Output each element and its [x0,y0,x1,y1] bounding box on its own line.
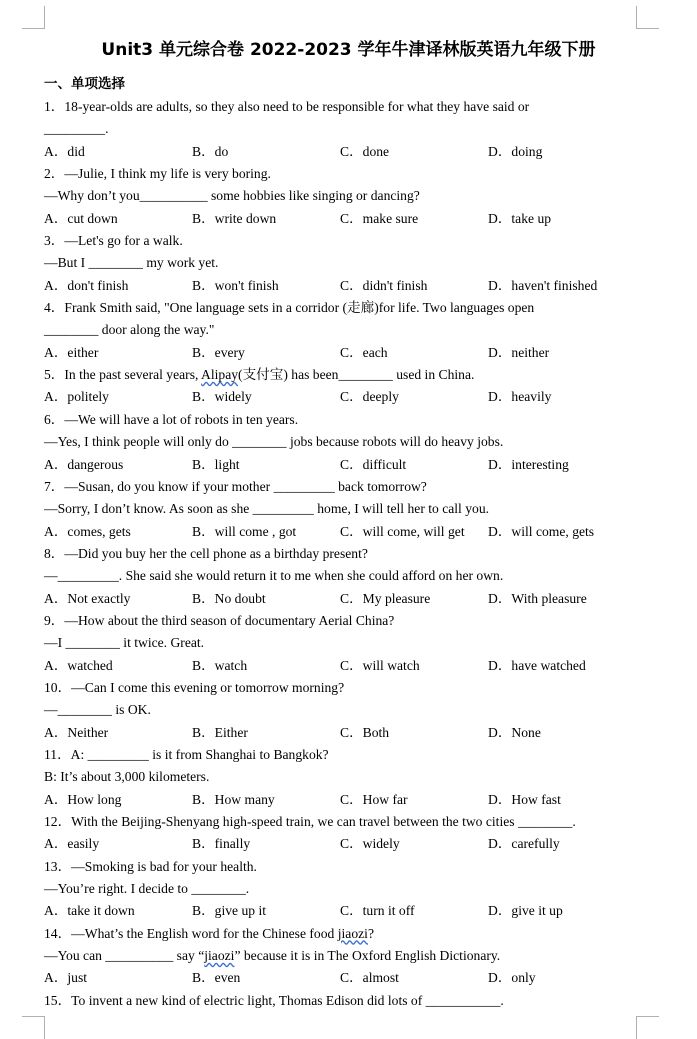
option-d: D．only [488,970,536,986]
options-row [44,208,644,230]
option-c: C．will watch [340,657,420,673]
options-row [44,588,644,610]
options-row [44,900,644,922]
option-b: B．even [192,970,241,986]
text-segment: (支付宝) has been________ used in China. [238,367,475,383]
option-b: B．won't finish [192,277,279,293]
options-row [44,521,644,543]
option-c: C．difficult [340,456,407,472]
question-text: 10．—Can I come this evening or tomorrow morning? [44,679,345,695]
question-text: 4．Frank Smith said, "One language sets in a corridor (走廊)for life. Two languages open [44,300,535,316]
crop-mark-bottom-left [22,1016,45,1039]
question-text: —Yes, I think people will only do ________ jobs because robots will do heavy jobs. [44,434,504,450]
question-13 [44,856,644,923]
question-text: —_________. She said she would return it to me when she could afford on her own. [44,568,504,584]
option-d: D．doing [488,143,543,159]
option-b: B．give up it [192,903,267,919]
question-text: —You’re right. I decide to ________. [44,881,250,897]
option-d: D．have watched [488,657,586,673]
option-d: D．None [488,724,541,740]
question-text [44,364,644,386]
option-a: A．take it down [44,903,135,919]
option-c: C．widely [340,836,400,852]
section-heading: 一、单项选择 [44,76,125,92]
option-a: A．cut down [44,210,118,226]
question-1 [44,96,644,163]
option-d: D．interesting [488,456,569,472]
question-text: ________ door along the way." [44,322,215,338]
option-a: A．just [44,970,88,986]
question-list [44,96,644,1012]
option-d: D．heavily [488,389,552,405]
question-text: —________ is OK. [44,702,151,718]
option-a: A．Not exactly [44,590,131,606]
option-b: B．write down [192,210,277,226]
question-text: 8．—Did you buy her the cell phone as a birthday present? [44,545,368,561]
options-row [44,722,644,744]
question-text: 1．18-year-olds are adults, so they also need to be responsible for what they have said or [44,99,530,114]
option-a: A．Neither [44,724,109,740]
spellcheck-word: jiaozi [337,925,368,941]
option-c: C．deeply [340,389,399,405]
option-a: A．easily [44,836,100,852]
question-text: —Sorry, I don’t know. As soon as she _________ home, I will tell her to call you. [44,501,490,517]
question-15 [44,990,644,1012]
option-b: B．will come , got [192,523,297,539]
option-c: C．turn it off [340,903,415,919]
option-d: D．take up [488,210,552,226]
text-segment: 5．In the past several years, [44,367,202,383]
option-a: A．watched [44,657,113,673]
option-d: D．With pleasure [488,590,587,606]
question-text: —But I ________ my work yet. [44,255,219,271]
option-c: C．Both [340,724,390,740]
option-a: A．How long [44,791,122,807]
question-6 [44,409,644,476]
option-b: B．finally [192,836,251,852]
question-9 [44,610,644,677]
options-row [44,454,644,476]
options-row [44,655,644,677]
option-c: C．will come, will get [340,523,465,539]
text-segment: —You can __________ say “ [44,948,205,964]
question-text: —I ________ it twice. Great. [44,635,205,651]
option-b: B．Either [192,724,248,740]
question-3 [44,230,644,297]
question-text: 2．—Julie, I think my life is very boring. [44,166,271,182]
question-12 [44,811,644,856]
option-b: B．light [192,456,240,472]
option-d: D．give it up [488,903,563,919]
question-text: 11．A: _________ is it from Shanghai to Bangkok? [44,746,329,762]
option-b: B．No doubt [192,590,266,606]
question-4 [44,297,644,364]
option-d: D．How fast [488,791,561,807]
document-title: Unit3 单元综合卷 2022-2023 学年牛津译林版英语九年级下册 [101,40,596,60]
option-d: D．neither [488,344,550,360]
option-a: A．don't finish [44,277,129,293]
option-b: B．every [192,344,245,360]
option-c: C．My pleasure [340,590,431,606]
question-text: 13．—Smoking is bad for your health. [44,858,257,874]
spellcheck-word: Alipay [201,367,239,383]
question-10 [44,677,644,744]
question-text [44,945,644,967]
text-segment: ? [367,925,374,941]
option-a: A．dangerous [44,456,124,472]
question-2 [44,163,644,230]
options-row [44,833,644,855]
option-c: C．each [340,344,388,360]
question-text: B: It’s about 3,000 kilometers. [44,769,210,785]
options-row [44,275,644,297]
option-c: C．didn't finish [340,277,428,293]
question-text: _________. [44,121,109,137]
question-7 [44,476,644,543]
question-8 [44,543,644,610]
options-row [44,342,644,364]
option-a: A．politely [44,389,109,405]
options-row [44,141,644,163]
option-d: D．will come, gets [488,523,595,539]
options-row [44,386,644,408]
option-c: C．done [340,143,390,159]
option-d: D．haven't finished [488,277,598,293]
option-c: C．almost [340,970,399,986]
question-5 [44,364,644,409]
question-text: 3．—Let's go for a walk. [44,233,183,249]
option-b: B．How many [192,791,275,807]
question-text: 6．—We will have a lot of robots in ten years. [44,411,299,427]
options-row [44,967,644,989]
question-text: 7．—Susan, do you know if your mother _________ back tomorrow? [44,478,427,494]
options-row [44,789,644,811]
option-a: A．comes, gets [44,523,131,539]
text-segment: 14．—What’s the English word for the Chinese food [44,925,338,941]
option-d: D．carefully [488,836,560,852]
question-14 [44,923,644,990]
text-segment: ” because it is in The Oxford English Dictionary. [234,948,501,964]
option-b: B．widely [192,389,252,405]
option-a: A．did [44,143,85,159]
option-a: A．either [44,344,99,360]
crop-mark-top-right [636,6,659,29]
question-text: 9．—How about the third season of documentary Aerial China? [44,612,395,628]
spellcheck-word: jiaozi [204,948,235,964]
option-c: C．make sure [340,210,419,226]
question-text: —Why don’t you__________ some hobbies like singing or dancing? [44,188,420,204]
crop-mark-top-left [22,6,45,29]
crop-mark-bottom-right [636,1016,659,1039]
question-text [44,923,644,945]
question-text: 15．To invent a new kind of electric light, Thomas Edison did lots of ___________. [44,992,504,1008]
option-c: C．How far [340,791,408,807]
question-text: 12．With the Beijing-Shenyang high-speed train, we can travel between the two cities ________. [44,814,576,829]
question-11 [44,744,644,811]
option-b: B．do [192,143,229,159]
option-b: B．watch [192,657,248,673]
